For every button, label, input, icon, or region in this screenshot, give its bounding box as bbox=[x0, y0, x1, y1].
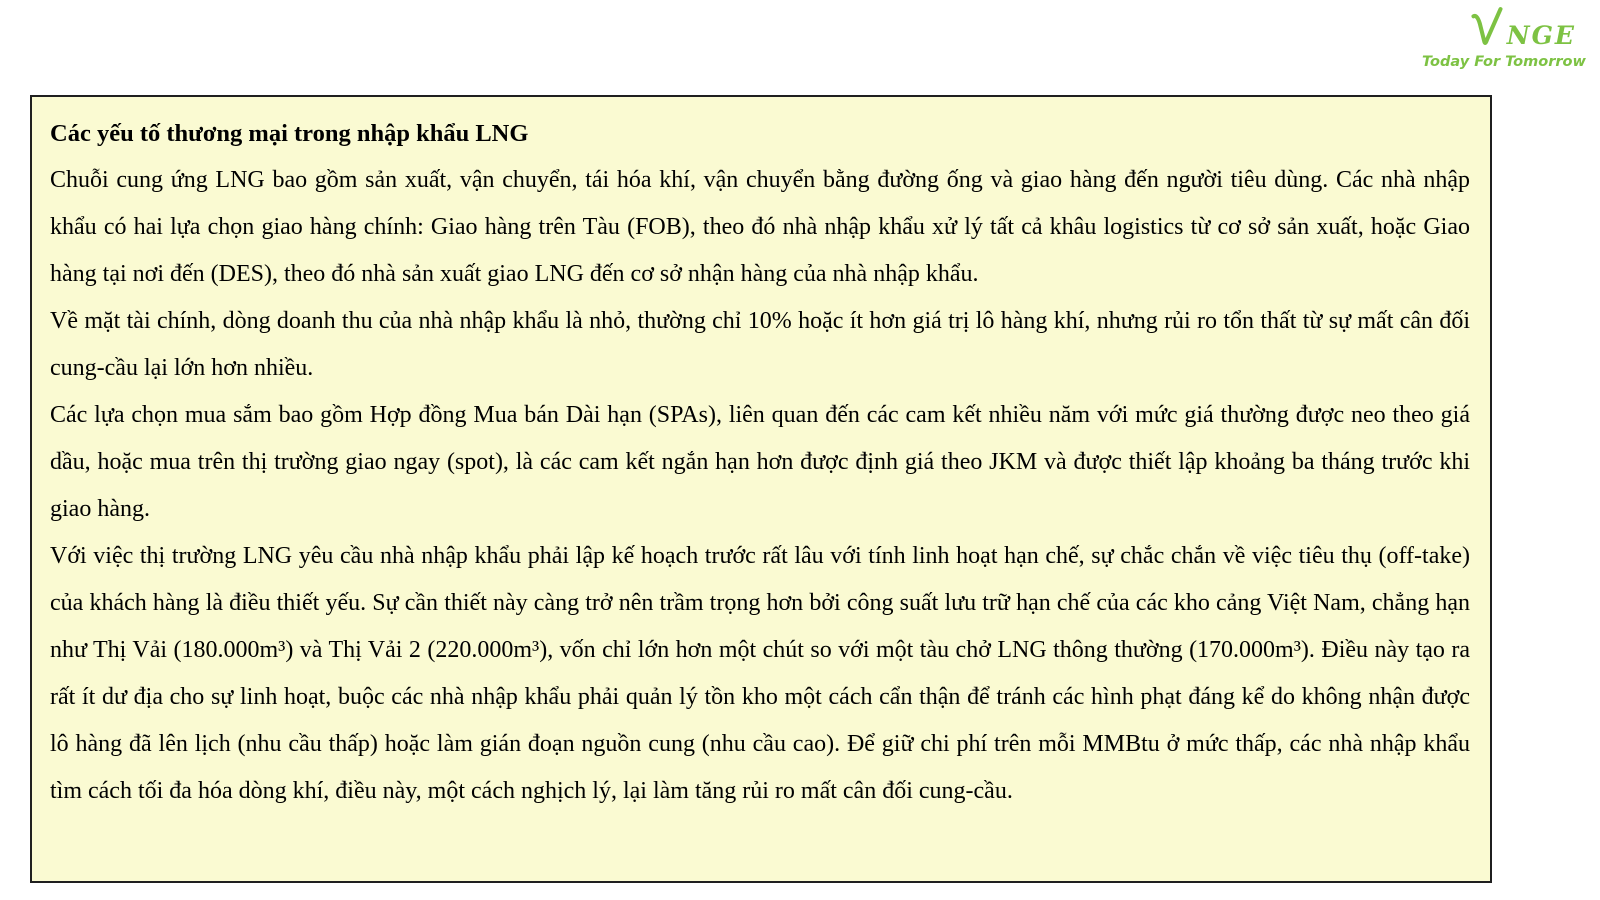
brand-text: NGE bbox=[1506, 21, 1576, 50]
paragraph-supply-chain: Chuỗi cung ứng LNG bao gồm sản xuất, vận chuyển, tái hóa khí, vận chuyển bằng đường ống và giao hàng đến người tiêu dùng. Các nhà nhập khẩu có hai lựa chọn giao hàng chính: Giao hàng trên Tàu (FOB), theo đó nhà nhập khẩu xử lý tất cả khâu logistics từ cơ sở sản xuất, hoặc Giao hàng tại nơi đến (DES), theo đó nhà sản xuất giao LNG đến cơ sở nhận hàng của nhà nhập khẩu. bbox=[50, 167, 1470, 287]
paragraph-procurement: Các lựa chọn mua sắm bao gồm Hợp đồng Mua bán Dài hạn (SPAs), liên quan đến các cam kết nhiều năm với mức giá thường được neo theo giá dầu, hoặc mua trên thị trường giao ngay (spot), là các cam kết ngắn hạn hơn được định giá theo JKM và được thiết lập khoảng ba tháng trước khi giao hàng. bbox=[50, 402, 1470, 522]
logo-tagline: Today For Tomorrow bbox=[1422, 54, 1586, 70]
vnge-logo bbox=[1422, 6, 1586, 70]
lng-text-card bbox=[30, 95, 1492, 883]
check-v-icon bbox=[1469, 6, 1505, 50]
paragraph-finance: Về mặt tài chính, dòng doanh thu của nhà nhập khẩu là nhỏ, thường chỉ 10% hoặc ít hơn giá trị lô hàng khí, nhưng rủi ro tổn thất từ sự mất cân đối cung-cầu lại lớn hơn nhiều. bbox=[50, 308, 1470, 381]
card-title: Các yếu tố thương mại trong nhập khẩu LNG bbox=[50, 120, 529, 147]
paragraph-offtake-storage: Với việc thị trường LNG yêu cầu nhà nhập khẩu phải lập kế hoạch trước rất lâu với tính linh hoạt hạn chế, sự chắc chắn về việc tiêu thụ (off-take) của khách hàng là điều thiết yếu. Sự cần thiết này càng trở nên trầm trọng hơn bởi công suất lưu trữ hạn chế của các kho cảng Việt Nam, chẳng hạn như Thị Vải (180.000m³) và Thị Vải 2 (220.000m³), vốn chỉ lớn hơn một chút so với một tàu chở LNG thông thường (170.000m³). Điều này tạo ra rất ít dư địa cho sự linh hoạt, buộc các nhà nhập khẩu phải quản lý tồn kho một cách cẩn thận để tránh các hình phạt đáng kể do không nhận được lô hàng đã lên lịch (nhu cầu thấp) hoặc làm gián đoạn nguồn cung (nhu cầu cao). Để giữ chi phí trên mỗi MMBtu ở mức thấp, các nhà nhập khẩu tìm cách tối đa hóa dòng khí, điều này, một cách nghịch lý, lại làm tăng rủi ro mất cân đối cung-cầu. bbox=[50, 543, 1470, 804]
brand-row bbox=[1422, 6, 1582, 50]
